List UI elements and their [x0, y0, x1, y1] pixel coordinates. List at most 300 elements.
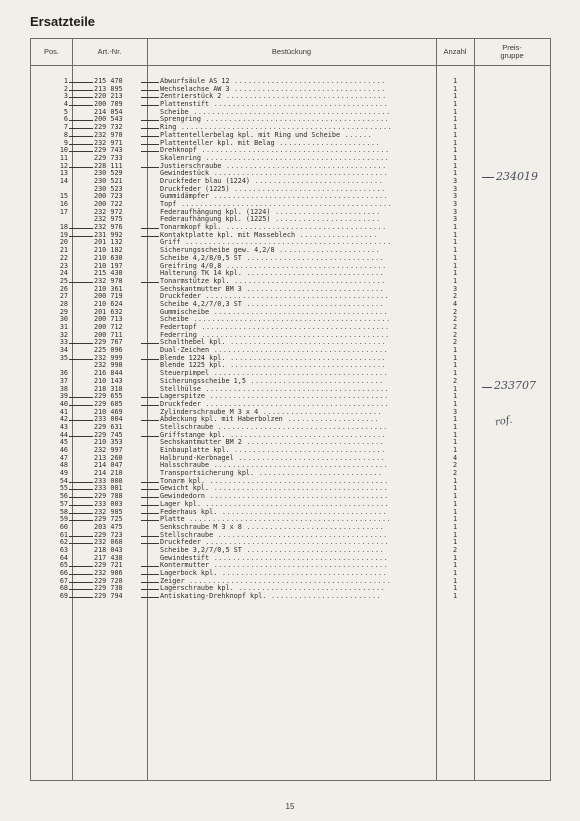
- leader-dots: .................................: [229, 276, 386, 285]
- row-description: Tonarmkopf kpl. ...................................: [160, 223, 387, 232]
- row-pos: 17: [59, 207, 68, 216]
- row-qty: 4: [452, 299, 458, 308]
- table-body: [31, 78, 550, 601]
- row-pos: 26: [59, 284, 68, 293]
- row-qty: 3: [452, 215, 458, 224]
- row-art-nr: 200 719: [94, 292, 123, 301]
- leader-dots: ................................: [233, 584, 386, 593]
- row-art-nr: 232 985: [94, 507, 123, 516]
- leader-dots: ......................................: [209, 169, 389, 178]
- row-art-nr: 229 721: [94, 561, 123, 570]
- row-art-nr: 229 685: [94, 399, 123, 408]
- row-description: Steuerpimpel ......................................: [160, 369, 389, 378]
- leader-dots: ............................................: [184, 515, 392, 524]
- row-art-nr: 229 738: [94, 584, 123, 593]
- handwritten-note: 234019: [496, 170, 538, 183]
- row-pos: 67: [59, 576, 68, 585]
- row-art-nr: 231 992: [94, 230, 123, 239]
- leader-dots: ........................................: [200, 292, 390, 301]
- row-art-nr: 228 111: [94, 161, 123, 170]
- table-row: [31, 593, 550, 601]
- leader-dots: .............................................: [180, 238, 392, 247]
- leader-dots: ................................: [233, 453, 386, 462]
- leader-dots: ........................................: [200, 153, 390, 162]
- row-description: Federaufhängung kpl. (1224) .......................: [160, 207, 381, 216]
- row-qty: 3: [452, 284, 458, 293]
- row-art-nr: 218 043: [94, 545, 123, 554]
- row-pos: 29: [59, 307, 68, 316]
- row-pos: 41: [59, 407, 68, 416]
- leader-line: [141, 482, 159, 483]
- row-description: Lagerspitze .......................................: [160, 392, 389, 401]
- row-qty: 1: [452, 484, 458, 493]
- leader-line: [69, 482, 93, 483]
- row-pos: 44: [59, 430, 68, 439]
- leader-dots: ......................................: [209, 192, 389, 201]
- leader-line: [69, 589, 93, 590]
- leader-line: [141, 566, 159, 567]
- leader-line: [69, 228, 93, 229]
- row-pos: 63: [59, 545, 68, 554]
- row-description: Zentrierstück 2 ...................................: [160, 92, 387, 101]
- leader-line: [141, 420, 159, 421]
- handwritten-note: rof.: [494, 414, 514, 429]
- row-qty: 2: [452, 545, 458, 554]
- row-pos: 66: [59, 569, 68, 577]
- row-pos: 39: [59, 392, 68, 401]
- leader-line: [69, 97, 93, 98]
- leader-line: [141, 359, 159, 360]
- row-pos: 69: [59, 592, 68, 601]
- row-pos: 62: [59, 538, 68, 547]
- row-pos: 6: [63, 115, 68, 124]
- leader-dots: ..............................: [241, 545, 385, 554]
- row-description: Federring .........................................: [160, 330, 390, 339]
- row-qty: 1: [452, 415, 458, 424]
- row-pos: 68: [59, 584, 68, 593]
- row-description: Tonarm kpl. .......................................: [160, 476, 389, 485]
- row-description: Druckfeder ........................................: [160, 538, 390, 547]
- row-qty: 1: [452, 223, 458, 232]
- row-qty: 1: [452, 530, 458, 539]
- row-pos: 40: [59, 399, 68, 408]
- row-art-nr: 229 631: [94, 422, 123, 431]
- leader-line: [141, 489, 159, 490]
- leader-line: [69, 543, 93, 544]
- row-qty: 1: [452, 361, 458, 370]
- row-description: Lagerbock kpl. ....................................: [160, 569, 388, 577]
- row-art-nr: 229 723: [94, 530, 123, 539]
- leader-line: [69, 420, 93, 421]
- row-pos: 59: [59, 515, 68, 524]
- row-art-nr: 233 001: [94, 484, 123, 493]
- page-title: Ersatzteile: [30, 14, 96, 29]
- leader-line: [69, 536, 93, 537]
- leader-dots: .................................: [229, 77, 386, 85]
- leader-line: [141, 82, 159, 83]
- leader-dots: ..............................: [241, 284, 385, 293]
- row-pos: 56: [59, 492, 68, 501]
- row-pos: 36: [59, 369, 68, 378]
- row-art-nr: 229 720: [94, 576, 123, 585]
- row-art-nr: 229 745: [94, 430, 123, 439]
- leader-dots: .....................................: [213, 422, 388, 431]
- leader-dots: ..............................: [241, 269, 385, 278]
- leader-dots: ...................................: [221, 261, 387, 270]
- leader-dots: ..........................: [258, 407, 383, 416]
- row-description: Sicherungsscheibe gew. 4,2/8 ......................: [160, 246, 381, 255]
- row-art-nr: 214 047: [94, 461, 123, 470]
- leader-line: [141, 90, 159, 91]
- row-art-nr: 233 000: [94, 476, 123, 485]
- leader-line: [69, 151, 93, 152]
- leader-dots: ..................................: [225, 430, 387, 439]
- leader-line: [69, 566, 93, 567]
- leader-dots: .............................: [245, 376, 384, 385]
- row-art-nr: 229 743: [94, 146, 123, 155]
- row-qty: 1: [452, 115, 458, 124]
- row-art-nr: 200 543: [94, 115, 123, 124]
- row-qty: 1: [452, 592, 458, 601]
- leader-line: [69, 574, 93, 575]
- row-qty: 1: [452, 476, 458, 485]
- row-pos: 23: [59, 261, 68, 270]
- row-art-nr: 233 004: [94, 415, 123, 424]
- row-pos: 30: [59, 315, 68, 324]
- row-qty: 1: [452, 130, 458, 139]
- leader-dots: .....................................: [213, 530, 388, 539]
- row-description: Greifring 4/0,8 ...................................: [160, 261, 387, 270]
- row-qty: 1: [452, 507, 458, 516]
- row-qty: 2: [452, 376, 458, 385]
- row-art-nr: 232 068: [94, 538, 123, 547]
- row-pos: 7: [63, 123, 68, 132]
- row-art-nr: 201 132: [94, 238, 123, 247]
- row-description: Sicherungsscheibe 1,5 .............................: [160, 376, 384, 385]
- row-pos: 28: [59, 299, 68, 308]
- row-description: Wechselachse AW 3 .................................: [160, 84, 386, 93]
- row-pos: 19: [59, 230, 68, 239]
- leader-line: [69, 144, 93, 145]
- leader-dots: .......................................: [205, 492, 389, 501]
- leader-dots: .................................: [229, 184, 386, 193]
- row-pos: 54: [59, 476, 68, 485]
- row-qty: 1: [452, 399, 458, 408]
- row-qty: 2: [452, 307, 458, 316]
- row-pos: 21: [59, 246, 68, 255]
- row-description: Kontaktplatte kpl. mit Masseblech .................: [160, 230, 378, 239]
- row-description: Senkschraube M 3 x 8 ..............................: [160, 522, 385, 531]
- row-art-nr: 214 054: [94, 107, 123, 116]
- leader-dots: ......................................: [209, 461, 389, 470]
- leader-line: [69, 513, 93, 514]
- leader-dots: ..............................: [241, 522, 385, 531]
- leader-line: [69, 520, 93, 521]
- leader-dots: .................: [295, 230, 378, 239]
- row-description: Scheibe ...........................................: [160, 315, 391, 324]
- row-qty: 1: [452, 246, 458, 255]
- leader-dots: ......................................: [209, 369, 389, 378]
- row-pos: 61: [59, 530, 68, 539]
- row-art-nr: 229 794: [94, 592, 123, 601]
- row-qty: 3: [452, 192, 458, 201]
- row-pos: 3: [63, 92, 68, 101]
- row-description: Einbauplatte kpl. .................................: [160, 446, 386, 454]
- leader-line: [141, 136, 159, 137]
- row-qty: 1: [452, 353, 458, 362]
- row-art-nr: 229 725: [94, 515, 123, 524]
- row-qty: 1: [452, 77, 458, 85]
- row-description: Abdeckung kpl. mit Haberbolzen ....................: [160, 415, 380, 424]
- row-art-nr: 210 469: [94, 407, 123, 416]
- header-price: Preis- gruppe: [500, 43, 524, 60]
- row-description: Zylinderschraube M 3 x 4 ..........................: [160, 407, 383, 416]
- row-pos: 48: [59, 461, 68, 470]
- row-qty: 2: [452, 292, 458, 301]
- row-qty: 1: [452, 261, 458, 270]
- row-pos: 24: [59, 269, 68, 278]
- row-description: Kontermutter ......................................: [160, 561, 389, 570]
- row-pos: 38: [59, 384, 68, 393]
- row-qty: 1: [452, 169, 458, 178]
- header-art: Art.-Nr.: [97, 47, 122, 56]
- row-description: Sechskantmutter BM 3 ..............................: [160, 284, 385, 293]
- row-art-nr: 201 632: [94, 307, 123, 316]
- row-art-nr: 232 997: [94, 446, 123, 454]
- row-art-nr: 200 712: [94, 323, 123, 331]
- row-qty: 2: [452, 338, 458, 347]
- leader-line: [69, 597, 93, 598]
- leader-dots: ............................................: [184, 576, 392, 585]
- row-pos: 10: [59, 146, 68, 155]
- leader-dots: ......................: [274, 246, 381, 255]
- leader-line: [141, 236, 159, 237]
- leader-line: [69, 82, 93, 83]
- row-description: Federaufhängung kpl. (1225) .......................: [160, 215, 381, 224]
- leader-line: [141, 436, 159, 437]
- leader-dots: .................................: [229, 446, 386, 454]
- row-description: Skalenring ........................................: [160, 153, 390, 162]
- row-qty: 1: [452, 146, 458, 155]
- row-qty: 1: [452, 392, 458, 401]
- row-art-nr: 229 733: [94, 153, 123, 162]
- row-art-nr: 203 475: [94, 522, 123, 531]
- row-description: Sprengring ........................................: [160, 115, 390, 124]
- row-pos: 8: [63, 130, 68, 139]
- leader-line: [141, 582, 159, 583]
- leader-dots: ..............................: [241, 438, 385, 447]
- leader-dots: ......................................: [209, 553, 389, 562]
- row-pos: 4: [63, 100, 68, 109]
- leader-line: [69, 436, 93, 437]
- row-pos: 55: [59, 484, 68, 493]
- row-pos: 49: [59, 469, 68, 478]
- leader-dots: ......................................: [209, 484, 389, 493]
- leader-dots: ..............................: [241, 299, 385, 308]
- row-pos: 12: [59, 161, 68, 170]
- leader-dots: ..............................................: [176, 123, 393, 132]
- row-pos: 60: [59, 522, 68, 531]
- row-qty: 4: [452, 453, 458, 462]
- leader-line: [69, 497, 93, 498]
- row-art-nr: 200 709: [94, 100, 123, 109]
- leader-line: [141, 167, 159, 168]
- leader-line: [141, 144, 159, 145]
- row-qty: 1: [452, 569, 458, 577]
- leader-line: [141, 597, 159, 598]
- leader-dots: ......................................: [209, 307, 389, 316]
- row-pos: 31: [59, 323, 68, 331]
- row-qty: 2: [452, 461, 458, 470]
- leader-dots: ....................: [282, 415, 380, 424]
- leader-line: [141, 513, 159, 514]
- row-qty: 1: [452, 100, 458, 109]
- leader-line: [141, 574, 159, 575]
- leader-line: [69, 236, 93, 237]
- row-art-nr: 200 723: [94, 192, 123, 201]
- leader-line: [141, 343, 159, 344]
- leader-line: [69, 120, 93, 121]
- row-description: Ring ..............................................: [160, 123, 393, 132]
- leader-line: [141, 536, 159, 537]
- row-qty: 1: [452, 153, 458, 162]
- row-description: Druckfeder ........................................: [160, 399, 390, 408]
- row-qty: 1: [452, 584, 458, 593]
- leader-line: [141, 397, 159, 398]
- row-art-nr: 230 523: [94, 184, 123, 193]
- header-pos: Pos.: [43, 47, 59, 56]
- row-art-nr: 232 978: [94, 276, 123, 285]
- leader-line: [141, 151, 159, 152]
- leader-dots: ..............................: [241, 253, 385, 262]
- leader-dots: ...................................: [221, 161, 387, 170]
- row-art-nr: 215 430: [94, 269, 123, 278]
- row-pos: 64: [59, 553, 68, 562]
- leader-dots: ........................................: [200, 399, 390, 408]
- row-description: Topf ..............................................: [160, 200, 393, 208]
- row-description: Scheibe ...........................................: [160, 107, 391, 116]
- leader-dots: ........................: [266, 592, 382, 601]
- leader-dots: .........................................: [196, 330, 390, 339]
- leader-line: [69, 90, 93, 91]
- row-pos: 15: [59, 192, 68, 201]
- row-description: Blende 1224 kpl. ..................................: [160, 353, 387, 362]
- row-qty: 1: [452, 446, 458, 454]
- leader-dots: .......................: [270, 215, 381, 224]
- row-description: Lager kpl. ........................................: [160, 499, 390, 508]
- page-number: 15: [285, 802, 295, 811]
- row-qty: 1: [452, 123, 458, 132]
- leader-dots: .......................: [270, 207, 381, 216]
- leader-line: [141, 120, 159, 121]
- leader-dots: ...........................................: [188, 107, 391, 116]
- leader-dots: ...........................: [254, 469, 383, 478]
- row-qty: 1: [452, 92, 458, 101]
- row-description: Plattenstift ......................................: [160, 100, 389, 109]
- row-qty: 2: [452, 323, 458, 331]
- handwritten-mark: [482, 177, 494, 178]
- row-art-nr: 210 630: [94, 253, 123, 262]
- leader-dots: ......................................: [209, 100, 389, 109]
- leader-dots: .........................................: [196, 323, 390, 331]
- row-description: Federhaus kpl. ....................................: [160, 507, 388, 516]
- row-pos: 20: [59, 238, 68, 247]
- leader-dots: ......................................: [209, 346, 389, 355]
- row-description: Gewindedorn .......................................: [160, 492, 389, 501]
- leader-line: [141, 228, 159, 229]
- row-pos: 35: [59, 353, 68, 362]
- row-qty: 3: [452, 407, 458, 416]
- row-art-nr: 230 521: [94, 176, 123, 185]
- row-art-nr: 229 732: [94, 123, 123, 132]
- row-qty: 1: [452, 422, 458, 431]
- leader-dots: .......................................: [205, 392, 389, 401]
- row-qty: 1: [452, 269, 458, 278]
- row-pos: 43: [59, 422, 68, 431]
- row-qty: 1: [452, 369, 458, 378]
- row-description: Plattenteller kpl. mit Belag ......................: [160, 138, 381, 147]
- row-qty: 3: [452, 184, 458, 193]
- row-description: Halbrund-Kerbnagel ................................: [160, 453, 386, 462]
- row-qty: 3: [452, 207, 458, 216]
- row-description: Griffstange kpl. ..................................: [160, 430, 387, 439]
- leader-line: [69, 489, 93, 490]
- row-qty: 3: [452, 200, 458, 208]
- row-art-nr: 210 624: [94, 299, 123, 308]
- leader-line: [141, 282, 159, 283]
- row-qty: 1: [452, 276, 458, 285]
- row-pos: 5: [63, 107, 68, 116]
- row-description: Druckfeder ........................................: [160, 292, 390, 301]
- row-pos: 46: [59, 446, 68, 454]
- row-art-nr: 232 999: [94, 353, 123, 362]
- row-description: Schalthebel kpl. ..................................: [160, 338, 387, 347]
- row-pos: 42: [59, 415, 68, 424]
- row-art-nr: 215 470: [94, 77, 123, 85]
- row-qty: 2: [452, 315, 458, 324]
- leader-line: [69, 167, 93, 168]
- row-qty: 2: [452, 330, 458, 339]
- leader-dots: ........................................: [200, 538, 390, 547]
- row-description: Scheibe 4,2/8/0,5 ST ..............................: [160, 253, 385, 262]
- leader-dots: ...................................: [221, 223, 387, 232]
- leader-dots: .......................................: [205, 476, 389, 485]
- row-pos: 18: [59, 223, 68, 232]
- row-description: Platte ............................................: [160, 515, 392, 524]
- row-qty: 1: [452, 492, 458, 501]
- row-description: Stellschraube .....................................: [160, 422, 388, 431]
- row-description: Halterung TK 14 kpl. ..............................: [160, 269, 385, 278]
- row-art-nr: 232 972: [94, 207, 123, 216]
- parts-table: [30, 38, 551, 781]
- row-description: Scheibe 3,2/7/0,5 ST ..............................: [160, 545, 385, 554]
- row-pos: 33: [59, 338, 68, 347]
- leader-line: [69, 343, 93, 344]
- leader-dots: ..................................: [225, 353, 387, 362]
- row-pos: 16: [59, 200, 68, 208]
- row-qty: 1: [452, 538, 458, 547]
- row-art-nr: 230 529: [94, 169, 123, 178]
- leader-dots: ......................: [274, 138, 381, 147]
- leader-dots: ...................................: [221, 92, 387, 101]
- leader-line: [69, 128, 93, 129]
- leader-dots: ..................................: [225, 338, 387, 347]
- row-art-nr: 210 353: [94, 438, 123, 447]
- row-pos: 14: [59, 176, 68, 185]
- row-description: Blende 1225 kpl. ..................................: [160, 361, 387, 370]
- row-art-nr: 218 318: [94, 384, 123, 393]
- header-desc: Bestückung: [271, 47, 312, 56]
